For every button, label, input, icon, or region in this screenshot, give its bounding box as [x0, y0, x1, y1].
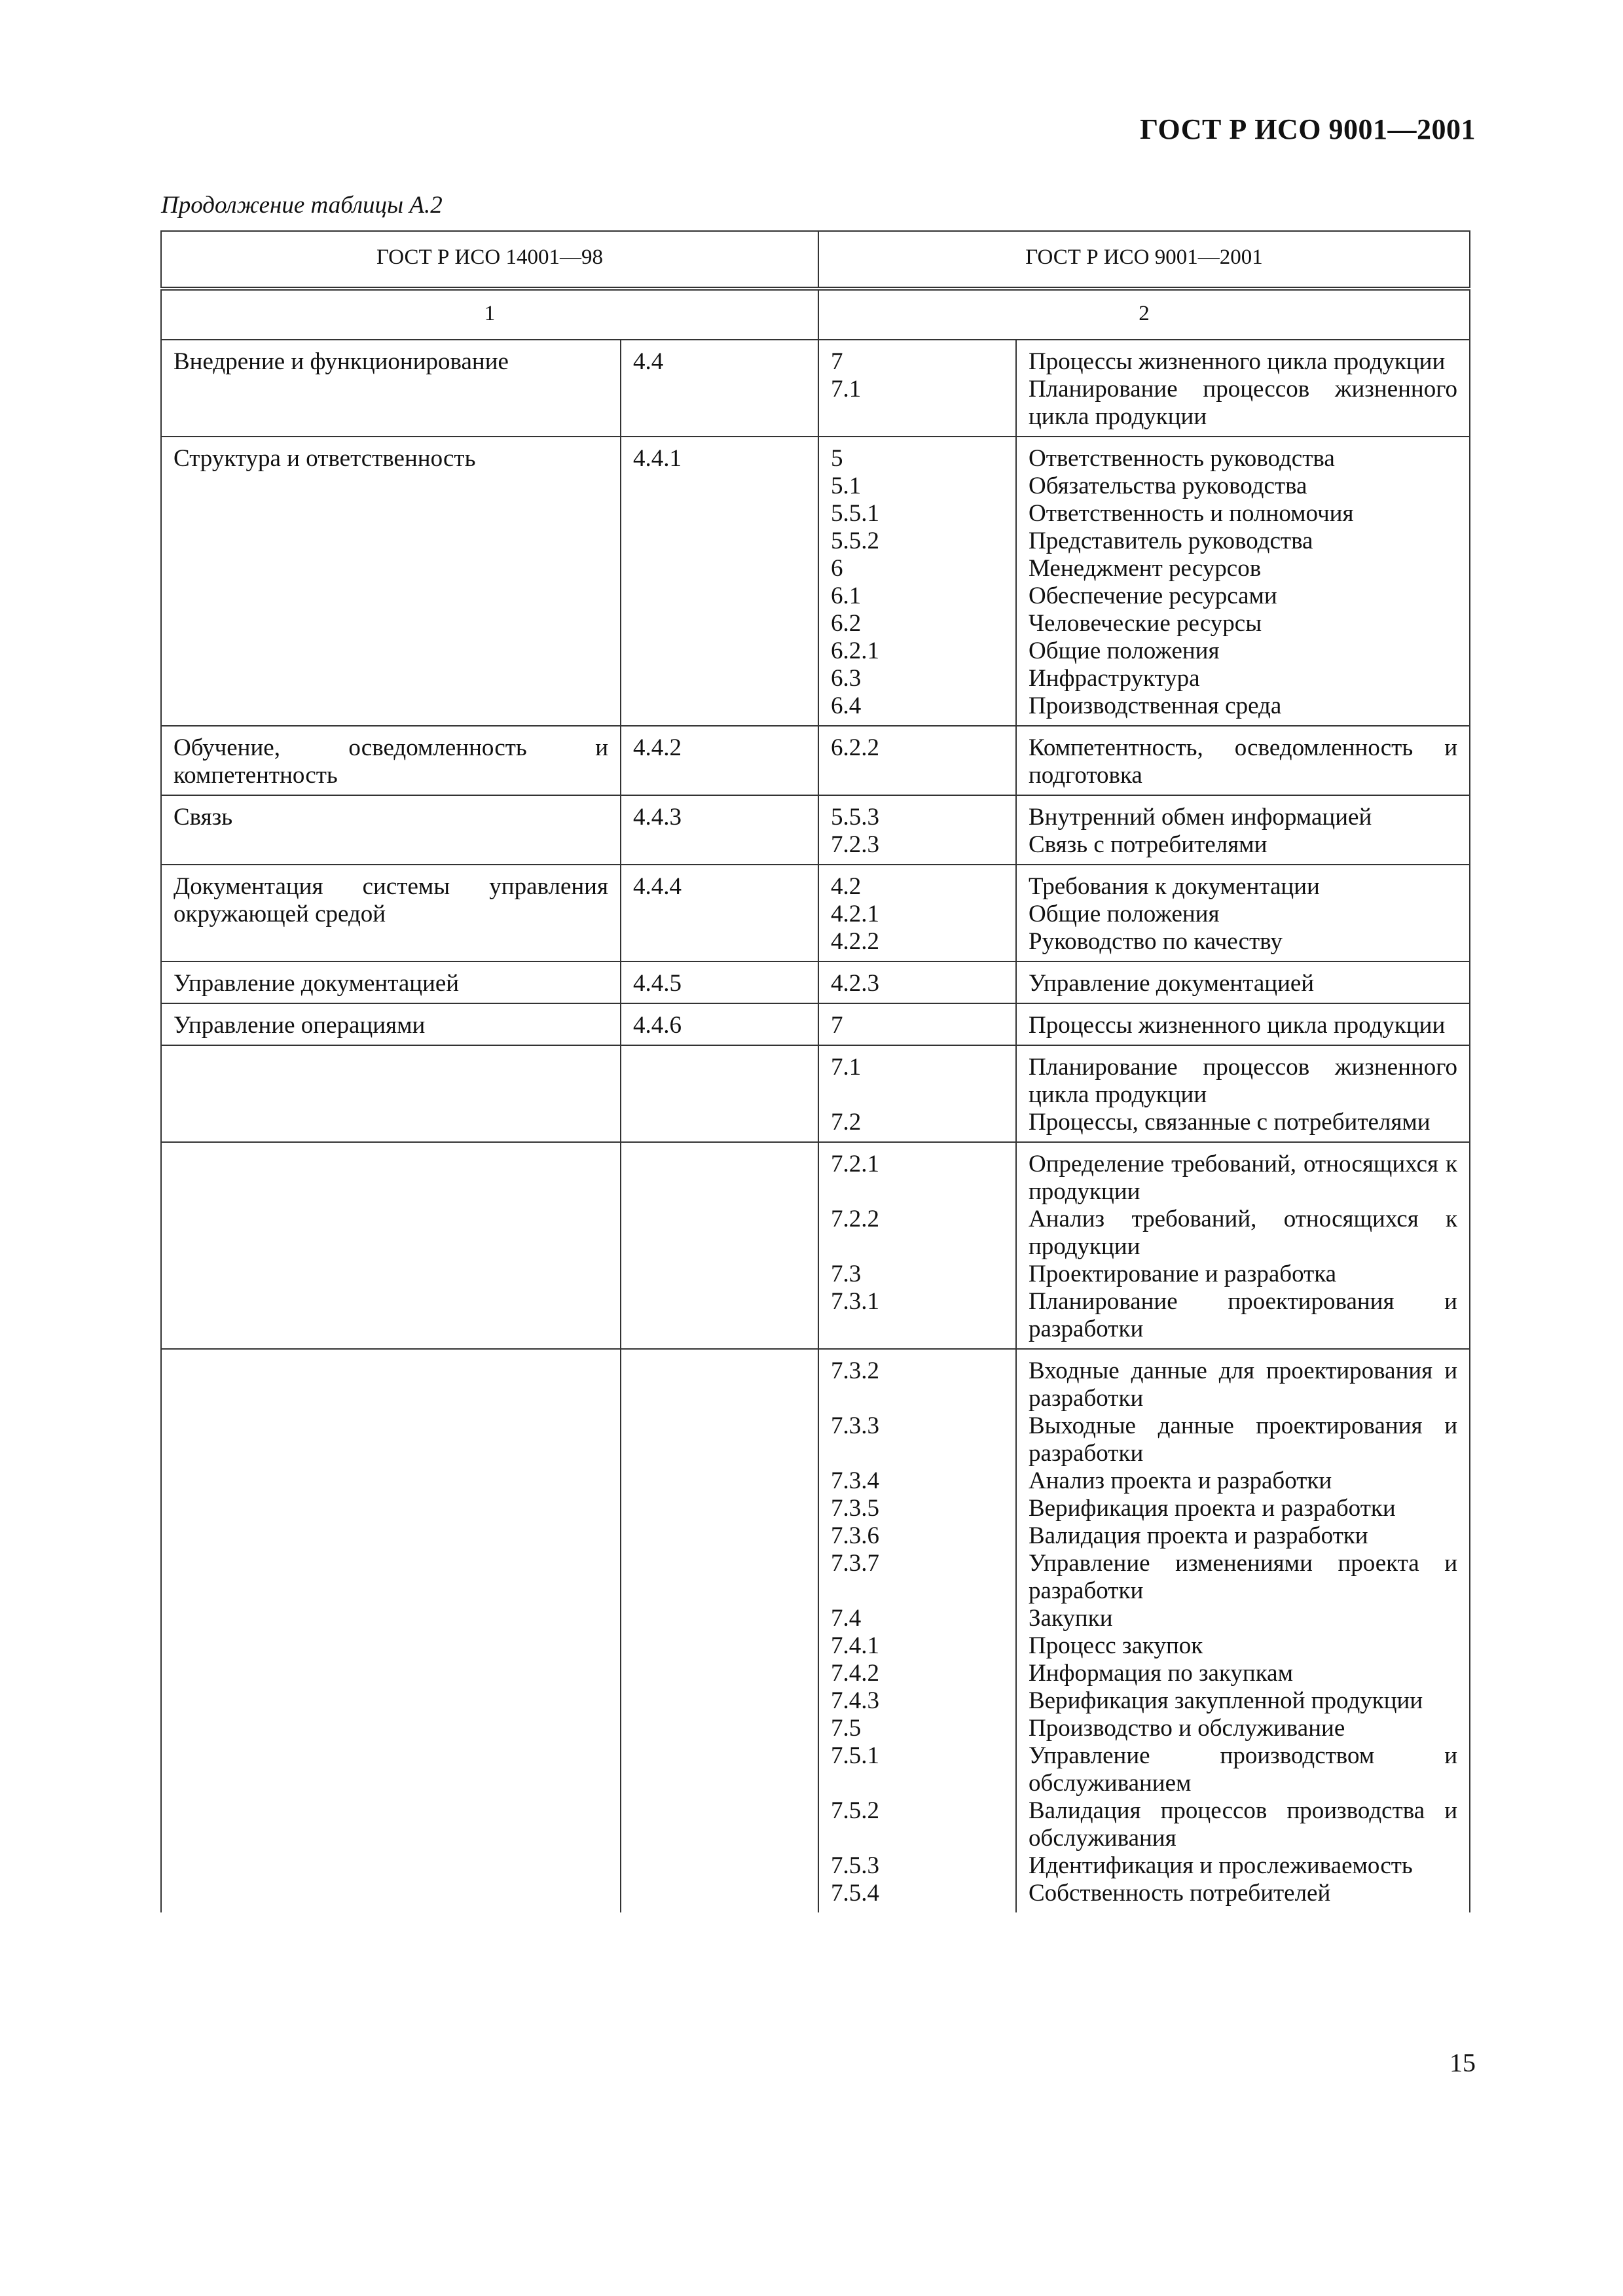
iso9001-clause: 7.1 [831, 1054, 862, 1081]
iso9001-clause: 7.3.7 [831, 1550, 879, 1577]
iso14001-clause-cell [621, 726, 818, 795]
iso9001-title: Связь с потребителями [1029, 831, 1267, 858]
iso14001-clause: 4.4.3 [633, 804, 682, 831]
iso9001-clause: 6.4 [831, 692, 862, 719]
iso14001-clause: 4.4 [633, 348, 664, 375]
iso9001-title-cell [1016, 1003, 1470, 1045]
iso9001-clause: 7.2 [831, 1109, 862, 1136]
iso9001-title: Управление производством и обслуживанием [1029, 1742, 1457, 1797]
iso14001-title-cell [161, 795, 621, 865]
iso9001-clause-cell [818, 1003, 1016, 1045]
iso9001-title: Управление изменениями проекта и разработки [1029, 1550, 1457, 1604]
iso9001-clause: 5.5.2 [831, 528, 879, 554]
iso14001-title-cell [161, 1142, 621, 1349]
iso9001-title: Внутренний обмен информацией [1029, 804, 1372, 831]
iso9001-title: Общие положения [1029, 637, 1220, 664]
iso9001-title-cell [1016, 1045, 1470, 1142]
correspondence-table [160, 230, 1470, 1912]
iso9001-clause: 5.5.3 [831, 804, 879, 831]
iso9001-title: Процесс закупок [1029, 1632, 1203, 1659]
iso9001-title: Определение требований, относящихся к продукции [1029, 1151, 1457, 1205]
iso9001-title-cell [1016, 961, 1470, 1003]
iso9001-clause: 7.1 [831, 376, 862, 403]
iso9001-clause: 6.2 [831, 610, 862, 637]
iso9001-clause-cell [818, 961, 1016, 1003]
iso14001-title: Связь [173, 804, 233, 831]
iso14001-clause: 4.4.1 [633, 445, 682, 472]
iso9001-title: Валидация проекта и разработки [1029, 1522, 1368, 1549]
iso9001-title-cell [1016, 437, 1470, 726]
iso9001-title: Человеческие ресурсы [1029, 610, 1262, 637]
iso14001-title-cell [161, 1003, 621, 1045]
iso9001-title: Верификация проекта и разработки [1029, 1495, 1396, 1522]
iso14001-title-cell [161, 726, 621, 795]
iso9001-clause: 6.3 [831, 665, 862, 692]
iso14001-title: Документация системы управления окружающей средой [173, 873, 608, 927]
iso14001-title-cell [161, 1045, 621, 1142]
iso14001-clause-cell [621, 437, 818, 726]
iso9001-clause-cell [818, 795, 1016, 865]
iso14001-title-cell [161, 1349, 621, 1912]
iso14001-title-cell [161, 437, 621, 726]
column-number-row [161, 289, 1470, 340]
iso14001-title: Структура и ответственность [173, 445, 476, 472]
iso9001-title: Ответственность и полномочия [1029, 500, 1354, 527]
iso14001-clause: 4.4.2 [633, 734, 682, 761]
iso9001-title: Процессы жизненного цикла продукции [1029, 348, 1446, 375]
iso9001-clause: 7.3.6 [831, 1522, 879, 1549]
iso9001-title: Верификация закупленной продукции [1029, 1687, 1423, 1714]
column-header-row [161, 231, 1470, 289]
iso9001-clause: 6 [831, 555, 843, 582]
iso9001-title: Процессы, связанные с потребителями [1029, 1109, 1431, 1136]
iso9001-title: Руководство по качеству [1029, 928, 1283, 955]
column-header-iso9001: ГОСТ Р ИСО 9001—2001 [818, 231, 1470, 289]
iso9001-title: Обеспечение ресурсами [1029, 583, 1277, 609]
iso9001-clause: 7.5 [831, 1715, 862, 1742]
iso9001-clause: 7.2.2 [831, 1206, 879, 1232]
iso9001-clause: 7.3.3 [831, 1412, 879, 1439]
iso9001-title: Инфраструктура [1029, 665, 1200, 692]
iso9001-title: Менеджмент ресурсов [1029, 555, 1262, 582]
iso9001-title-cell [1016, 340, 1470, 437]
iso9001-title: Планирование процессов жизненного цикла продукции [1029, 1054, 1457, 1108]
iso9001-clause: 7.3.4 [831, 1467, 879, 1494]
iso14001-clause-cell [621, 340, 818, 437]
iso14001-clause-cell [621, 1142, 818, 1349]
iso9001-clause: 5 [831, 445, 843, 472]
column-header-iso14001: ГОСТ Р ИСО 14001—98 [161, 231, 818, 289]
iso9001-clause: 7 [831, 348, 843, 375]
table-row [161, 1349, 1470, 1912]
iso9001-clause-cell [818, 340, 1016, 437]
iso9001-clause-cell [818, 1349, 1016, 1912]
iso9001-clause-cell [818, 1045, 1016, 1142]
iso9001-clause: 4.2.2 [831, 928, 879, 955]
table-row [161, 726, 1470, 795]
iso9001-clause: 6.2.1 [831, 637, 879, 664]
iso9001-title: Идентификация и прослеживаемость [1029, 1852, 1413, 1879]
iso9001-clause: 7 [831, 1012, 843, 1039]
iso9001-title: Производство и обслуживание [1029, 1715, 1345, 1742]
iso14001-title: Управление операциями [173, 1012, 426, 1039]
iso14001-clause-cell [621, 1045, 818, 1142]
iso9001-clause: 5.5.1 [831, 500, 879, 527]
document-header: ГОСТ Р ИСО 9001—2001 [1140, 113, 1476, 145]
iso9001-title: Валидация процессов производства и обслуживания [1029, 1797, 1457, 1852]
iso9001-title: Управление документацией [1029, 970, 1315, 997]
iso14001-title: Обучение, осведомленность и компетентность [173, 734, 608, 789]
iso9001-title-cell [1016, 865, 1470, 961]
table-row [161, 437, 1470, 726]
table-row [161, 1003, 1470, 1045]
iso9001-title: Информация по закупкам [1029, 1660, 1293, 1687]
iso9001-title-cell [1016, 1142, 1470, 1349]
iso14001-title-cell [161, 340, 621, 437]
iso9001-clause: 4.2.3 [831, 970, 879, 997]
iso14001-clause: 4.4.6 [633, 1012, 682, 1039]
table-row [161, 1142, 1470, 1349]
iso9001-clause: 7.4 [831, 1605, 862, 1632]
iso14001-clause-cell [621, 1003, 818, 1045]
iso9001-title: Анализ требований, относящихся к продукции [1029, 1206, 1457, 1260]
iso9001-title: Общие положения [1029, 901, 1220, 927]
iso9001-clause: 4.2 [831, 873, 862, 900]
iso9001-title: Обязательства руководства [1029, 473, 1307, 499]
iso9001-clause: 5.1 [831, 473, 862, 499]
iso9001-title: Входные данные для проектирования и разработки [1029, 1357, 1457, 1412]
iso9001-clause: 7.5.4 [831, 1880, 879, 1907]
iso9001-title: Собственность потребителей [1029, 1880, 1331, 1907]
iso9001-title-cell [1016, 795, 1470, 865]
iso9001-title: Представитель руководства [1029, 528, 1313, 554]
iso9001-clause: 6.1 [831, 583, 862, 609]
iso9001-clause: 7.3.2 [831, 1357, 879, 1384]
iso9001-clause: 7.4.2 [831, 1660, 879, 1687]
iso14001-clause-cell [621, 961, 818, 1003]
iso14001-clause-cell [621, 865, 818, 961]
iso9001-title: Производственная среда [1029, 692, 1282, 719]
iso9001-title: Планирование проектирования и разработки [1029, 1288, 1457, 1342]
iso9001-clause: 7.2.3 [831, 831, 879, 858]
iso9001-title: Компетентность, осведомленность и подготовка [1029, 734, 1457, 789]
iso9001-clause: 7.3.5 [831, 1495, 879, 1522]
iso9001-clause: 7.5.1 [831, 1742, 879, 1769]
iso9001-clause-cell [818, 726, 1016, 795]
iso9001-clause: 7.5.3 [831, 1852, 879, 1879]
table-caption: Продолжение таблицы А.2 [161, 192, 443, 219]
iso9001-clause: 6.2.2 [831, 734, 879, 761]
table-row [161, 795, 1470, 865]
column-number-1: 1 [161, 289, 818, 340]
table-row [161, 340, 1470, 437]
iso14001-title: Внедрение и функционирование [173, 348, 509, 375]
iso14001-title: Управление документацией [173, 970, 460, 997]
iso9001-clause: 7.3.1 [831, 1288, 879, 1315]
iso14001-clause-cell [621, 795, 818, 865]
iso9001-title: Анализ проекта и разработки [1029, 1467, 1332, 1494]
iso14001-clause: 4.4.4 [633, 873, 682, 900]
iso9001-clause: 7.5.2 [831, 1797, 879, 1824]
table-row [161, 865, 1470, 961]
iso9001-title: Требования к документации [1029, 873, 1320, 900]
iso9001-title: Ответственность руководства [1029, 445, 1335, 472]
iso9001-title: Выходные данные проектирования и разработки [1029, 1412, 1457, 1467]
iso9001-clause: 7.4.1 [831, 1632, 879, 1659]
iso14001-clause-cell [621, 1349, 818, 1912]
iso9001-clause-cell [818, 865, 1016, 961]
iso9001-title-cell [1016, 726, 1470, 795]
iso9001-clause: 7.2.1 [831, 1151, 879, 1177]
page-number: 15 [1450, 2048, 1476, 2077]
iso14001-title-cell [161, 961, 621, 1003]
iso9001-clause: 7.3 [831, 1261, 862, 1287]
iso9001-title: Процессы жизненного цикла продукции [1029, 1012, 1446, 1039]
table-row [161, 961, 1470, 1003]
iso9001-title: Проектирование и разработка [1029, 1261, 1337, 1287]
iso14001-title-cell [161, 865, 621, 961]
iso9001-title-cell [1016, 1349, 1470, 1912]
iso9001-clause-cell [818, 437, 1016, 726]
iso9001-clause-cell [818, 1142, 1016, 1349]
column-number-2: 2 [818, 289, 1470, 340]
table-row [161, 1045, 1470, 1142]
iso9001-title: Закупки [1029, 1605, 1113, 1632]
iso14001-clause: 4.4.5 [633, 970, 682, 997]
iso9001-clause: 7.4.3 [831, 1687, 879, 1714]
iso9001-title: Планирование процессов жизненного цикла продукции [1029, 376, 1457, 430]
iso9001-clause: 4.2.1 [831, 901, 879, 927]
